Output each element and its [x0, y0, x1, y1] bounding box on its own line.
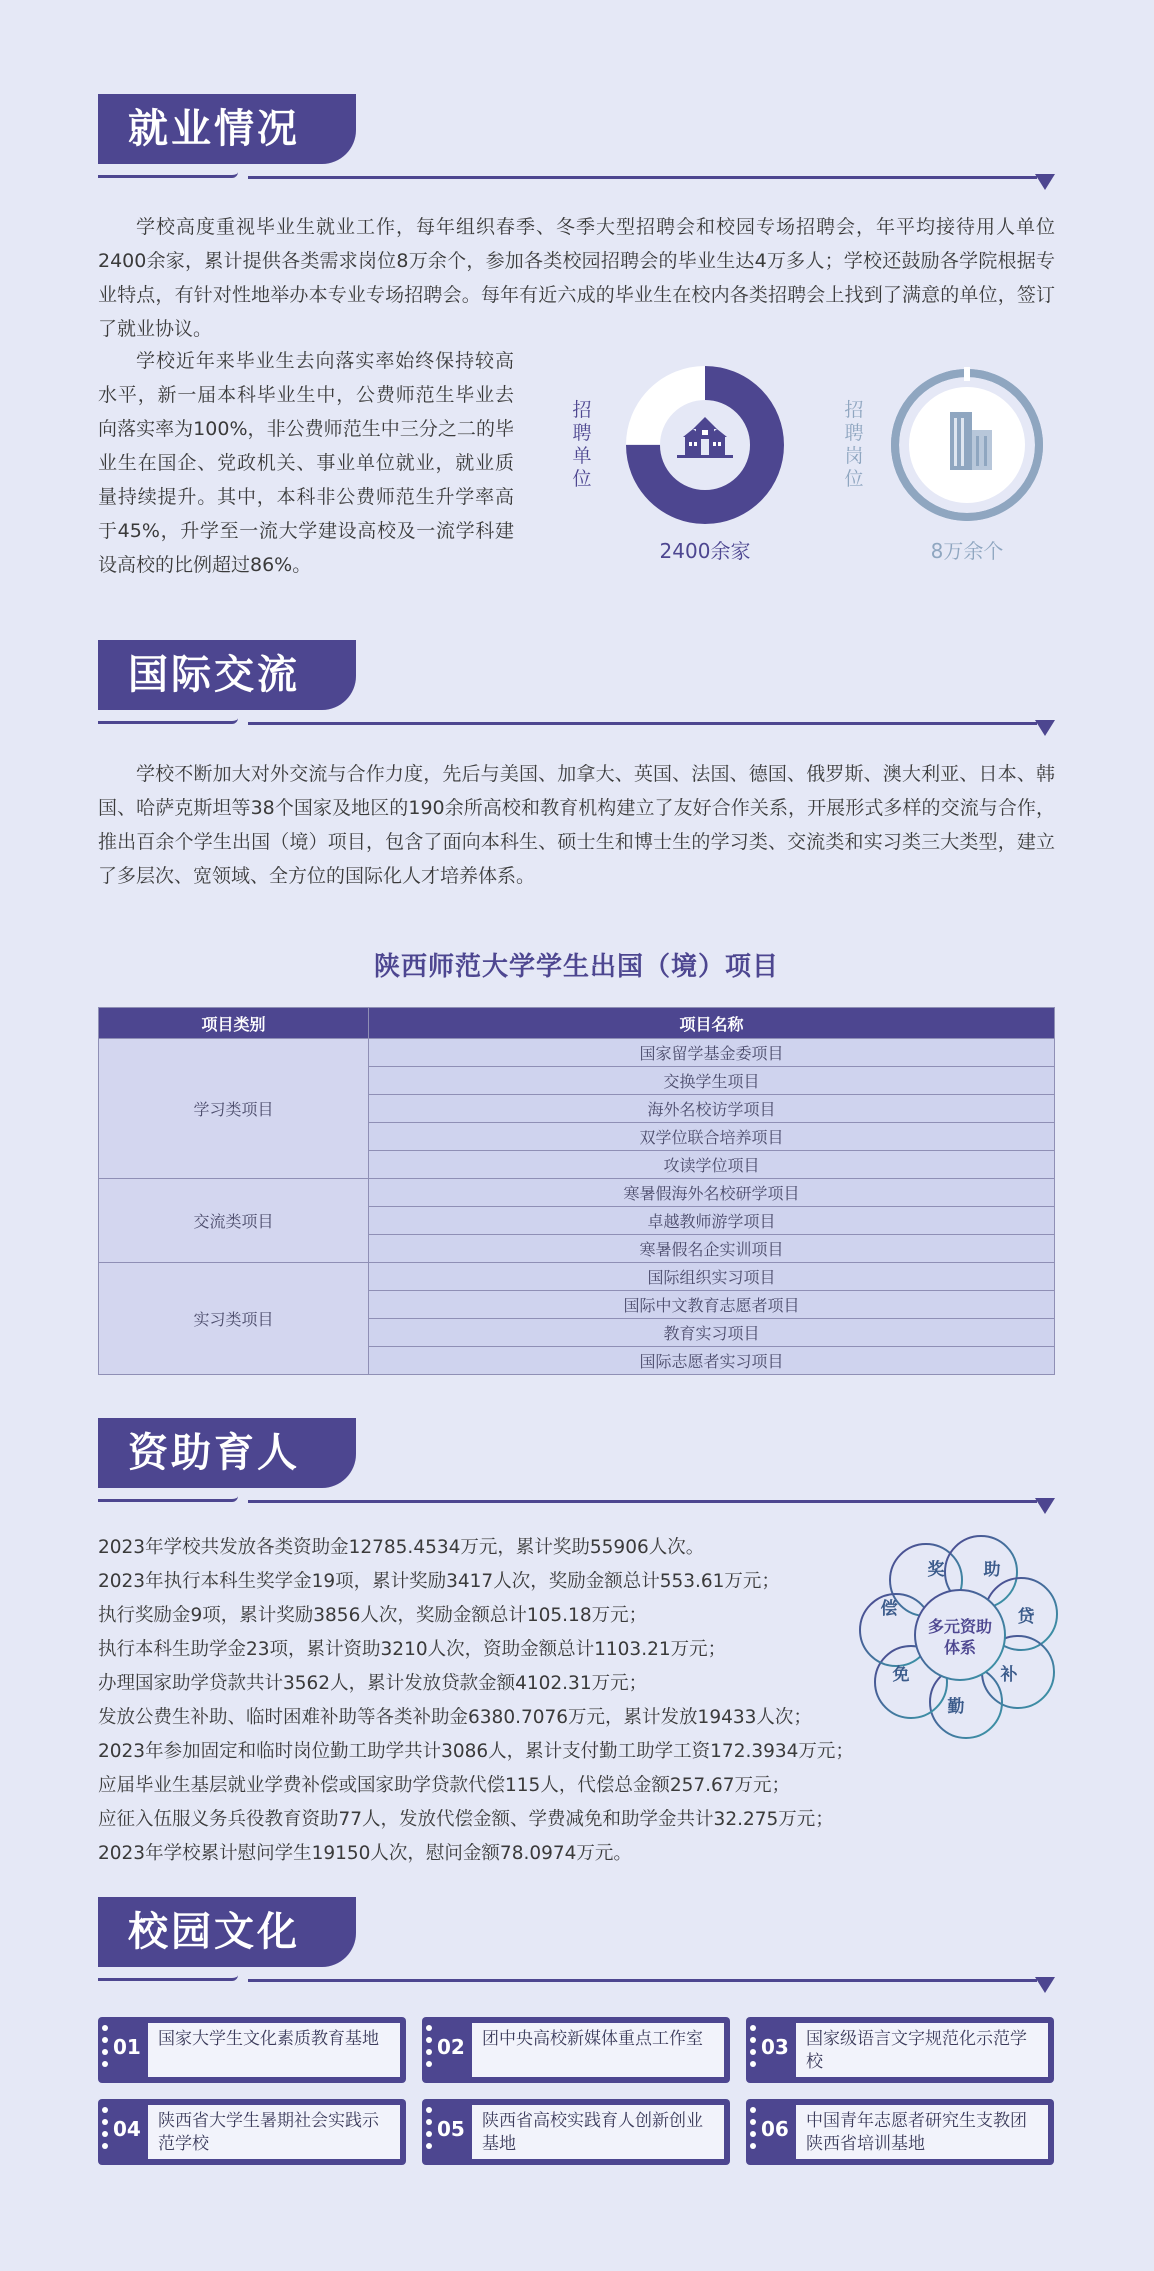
- table-row: [99, 1179, 1055, 1207]
- dots-icon: [750, 2107, 758, 2155]
- section-header-employment: [98, 94, 1055, 194]
- project-cell: 国家留学基金委项目: [369, 1039, 1055, 1067]
- employment-paragraph-1: 学校高度重视毕业生就业工作，每年组织春季、冬季大型招聘会和校园专场招聘会，年平均接待用人单位2400余家，累计提供各类需求岗位8万余个，参加各类校园招聘会的毕业生达4万多人；学校还鼓励各学院根据专业特点，有针对性地举办本专业专场招聘会。每年有近六成的毕业生在校内各类招聘会上找到了满意的单位，签订了就业协议。: [98, 216, 1055, 340]
- card-number: 01: [113, 2035, 141, 2059]
- project-cell: 国际中文教育志愿者项目: [369, 1291, 1055, 1319]
- card-text: 团中央高校新媒体重点工作室: [472, 2023, 724, 2077]
- aid-list: [98, 1531, 854, 1871]
- header-triangle-icon: [1035, 720, 1055, 736]
- project-cell: 寒暑假名企实训项目: [369, 1235, 1055, 1263]
- project-cell: 卓越教师游学项目: [369, 1207, 1055, 1235]
- header-swoosh: [98, 718, 238, 724]
- ring-word: 免: [892, 1665, 910, 1685]
- card-number: 06: [761, 2117, 789, 2141]
- ring-gap-marker: [964, 367, 970, 381]
- culture-card: [98, 2017, 406, 2083]
- header-swoosh: [98, 1975, 238, 1981]
- project-cell: 双学位联合培养项目: [369, 1123, 1055, 1151]
- column-header-category: 项目类别: [99, 1008, 369, 1039]
- list-item: 2023年学校共发放各类资助金12785.4534万元，累计奖助55906人次。: [98, 1537, 705, 1558]
- donut-chart-positions: [882, 360, 1052, 530]
- list-item: 2023年参加固定和临时岗位勤工助学共计3086人，累计支付勤工助学工资172.3934万元；: [98, 1741, 854, 1762]
- list-item: 应届毕业生基层就业学费补偿或国家助学贷款代偿115人，代偿总金额257.67万元；: [98, 1775, 791, 1796]
- dots-icon: [750, 2025, 758, 2073]
- list-item: 发放公费生补助、临时困难补助等各类补助金6380.7076万元，累计发放19433人次；: [98, 1707, 812, 1728]
- project-cell: 国际组织实习项目: [369, 1263, 1055, 1291]
- culture-card: [422, 2017, 730, 2083]
- card-text: 中国青年志愿者研究生支教团陕西省培训基地: [796, 2105, 1048, 2159]
- list-item: 执行奖励金9项，累计奖励3856人次，奖励金额总计105.18万元；: [98, 1605, 648, 1626]
- section-title: 资助育人: [98, 1418, 356, 1488]
- dots-icon: [426, 2025, 434, 2073]
- list-item: 2023年执行本科生奖学金19项，累计奖励3417人次，奖励金额总计553.61万元；: [98, 1571, 780, 1592]
- category-cell: 实习类项目: [99, 1263, 369, 1375]
- buildings-icon: [677, 417, 733, 458]
- header-rule: [248, 722, 1037, 725]
- table-row: [99, 1263, 1055, 1291]
- project-cell: 寒暑假海外名校研学项目: [369, 1179, 1055, 1207]
- list-item: 2023年学校累计慰问学生19150人次，慰问金额78.0974万元。: [98, 1843, 632, 1864]
- culture-card: [422, 2099, 730, 2165]
- table-title: 陕西师范大学学生出国（境）项目: [373, 952, 779, 982]
- category-cell: 学习类项目: [99, 1039, 369, 1179]
- stat-recruit-positions: [832, 355, 1072, 575]
- ring-word: 补: [1000, 1665, 1018, 1685]
- header-triangle-icon: [1035, 1977, 1055, 1993]
- column-header-name: 项目名称: [369, 1008, 1055, 1039]
- culture-card: [746, 2099, 1054, 2165]
- section-title: 校园文化: [98, 1897, 356, 1967]
- section-title: 就业情况: [98, 94, 356, 164]
- card-number: 02: [437, 2035, 465, 2059]
- header-rule: [248, 1500, 1037, 1503]
- card-number: 05: [437, 2117, 465, 2141]
- header-rule: [248, 1979, 1037, 1982]
- list-item: 应征入伍服义务兵役教育资助77人，发放代偿金额、学费减免和助学金共计32.275万元；: [98, 1809, 834, 1830]
- stat-label: 招聘单位: [572, 399, 592, 490]
- header-triangle-icon: [1035, 1498, 1055, 1514]
- dots-icon: [102, 2107, 110, 2155]
- stat-value: 8万余个: [930, 539, 1004, 563]
- ring-word: 偿: [880, 1599, 898, 1619]
- header-swoosh: [98, 1496, 238, 1502]
- section-header-international: [98, 640, 1055, 740]
- aid-system-diagram: [856, 1532, 1066, 1742]
- list-item: 执行本科生助学金23项，累计资助3210人次，资助金额总计1103.21万元；: [98, 1639, 727, 1660]
- stat-label: 招聘岗位: [844, 399, 864, 490]
- card-text: 陕西省大学生暑期社会实践示范学校: [148, 2105, 400, 2159]
- employment-paragraph-2: 学校近年来毕业生去向落实率始终保持较高水平，新一届本科毕业生中，公费师范生毕业去向落实率为100%，非公费师范生中三分之二的毕业生在国企、党政机关、事业单位就业，就业质量持续提升。其中，本科非公费师范生升学率高于45%，升学至一流大学建设高校及一流学科建设高校的比例超过86%。: [98, 350, 514, 576]
- card-number: 03: [761, 2035, 789, 2059]
- card-number: 04: [113, 2117, 141, 2141]
- project-cell: 国际志愿者实习项目: [369, 1347, 1055, 1375]
- project-cell: 教育实习项目: [369, 1319, 1055, 1347]
- card-text: 陕西省高校实践育人创新创业基地: [472, 2105, 724, 2159]
- donut-chart-units: [620, 360, 790, 530]
- category-cell: 交流类项目: [99, 1179, 369, 1263]
- stat-recruit-units: [560, 355, 820, 575]
- international-paragraph: 学校不断加大对外交流与合作力度，先后与美国、加拿大、英国、法国、德国、俄罗斯、澳大利亚、日本、韩国、哈萨克斯坦等38个国家及地区的190余所高校和教育机构建立了友好合作关系，开展形式多样的交流与合作，推出百余个学生出国（境）项目，包含了面向本科生、硕士生和博士生的学习类、交流类和实习类三大类型，建立了多层次、宽领域、全方位的国际化人才培养体系。: [98, 763, 1055, 887]
- section-title: 国际交流: [98, 640, 356, 710]
- ring-word: 助: [983, 1560, 1001, 1580]
- culture-card: [98, 2099, 406, 2165]
- header-swoosh: [98, 172, 238, 178]
- dots-icon: [426, 2107, 434, 2155]
- stat-value: 2400余家: [659, 539, 751, 563]
- project-cell: 海外名校访学项目: [369, 1095, 1055, 1123]
- projects-table: [98, 1007, 1055, 1375]
- culture-card: [746, 2017, 1054, 2083]
- header-rule: [248, 176, 1037, 179]
- card-text: 国家大学生文化素质教育基地: [148, 2023, 400, 2077]
- project-cell: 交换学生项目: [369, 1067, 1055, 1095]
- header-triangle-icon: [1035, 174, 1055, 190]
- section-header-aid: [98, 1418, 1055, 1518]
- list-item: 办理国家助学贷款共计3562人，累计发放贷款金额4102.31万元；: [98, 1673, 648, 1694]
- card-text: 国家级语言文字规范化示范学校: [796, 2023, 1048, 2077]
- ring-word: 贷: [1017, 1607, 1035, 1627]
- project-cell: 攻读学位项目: [369, 1151, 1055, 1179]
- ring-word: 勤: [947, 1697, 965, 1717]
- dots-icon: [102, 2025, 110, 2073]
- ring-word: 奖: [927, 1560, 945, 1580]
- diagram-center-line2: 体系: [943, 1638, 977, 1657]
- table-row: [99, 1039, 1055, 1067]
- diagram-center-line1: 多元资助: [927, 1617, 993, 1636]
- section-header-culture: [98, 1897, 1055, 1997]
